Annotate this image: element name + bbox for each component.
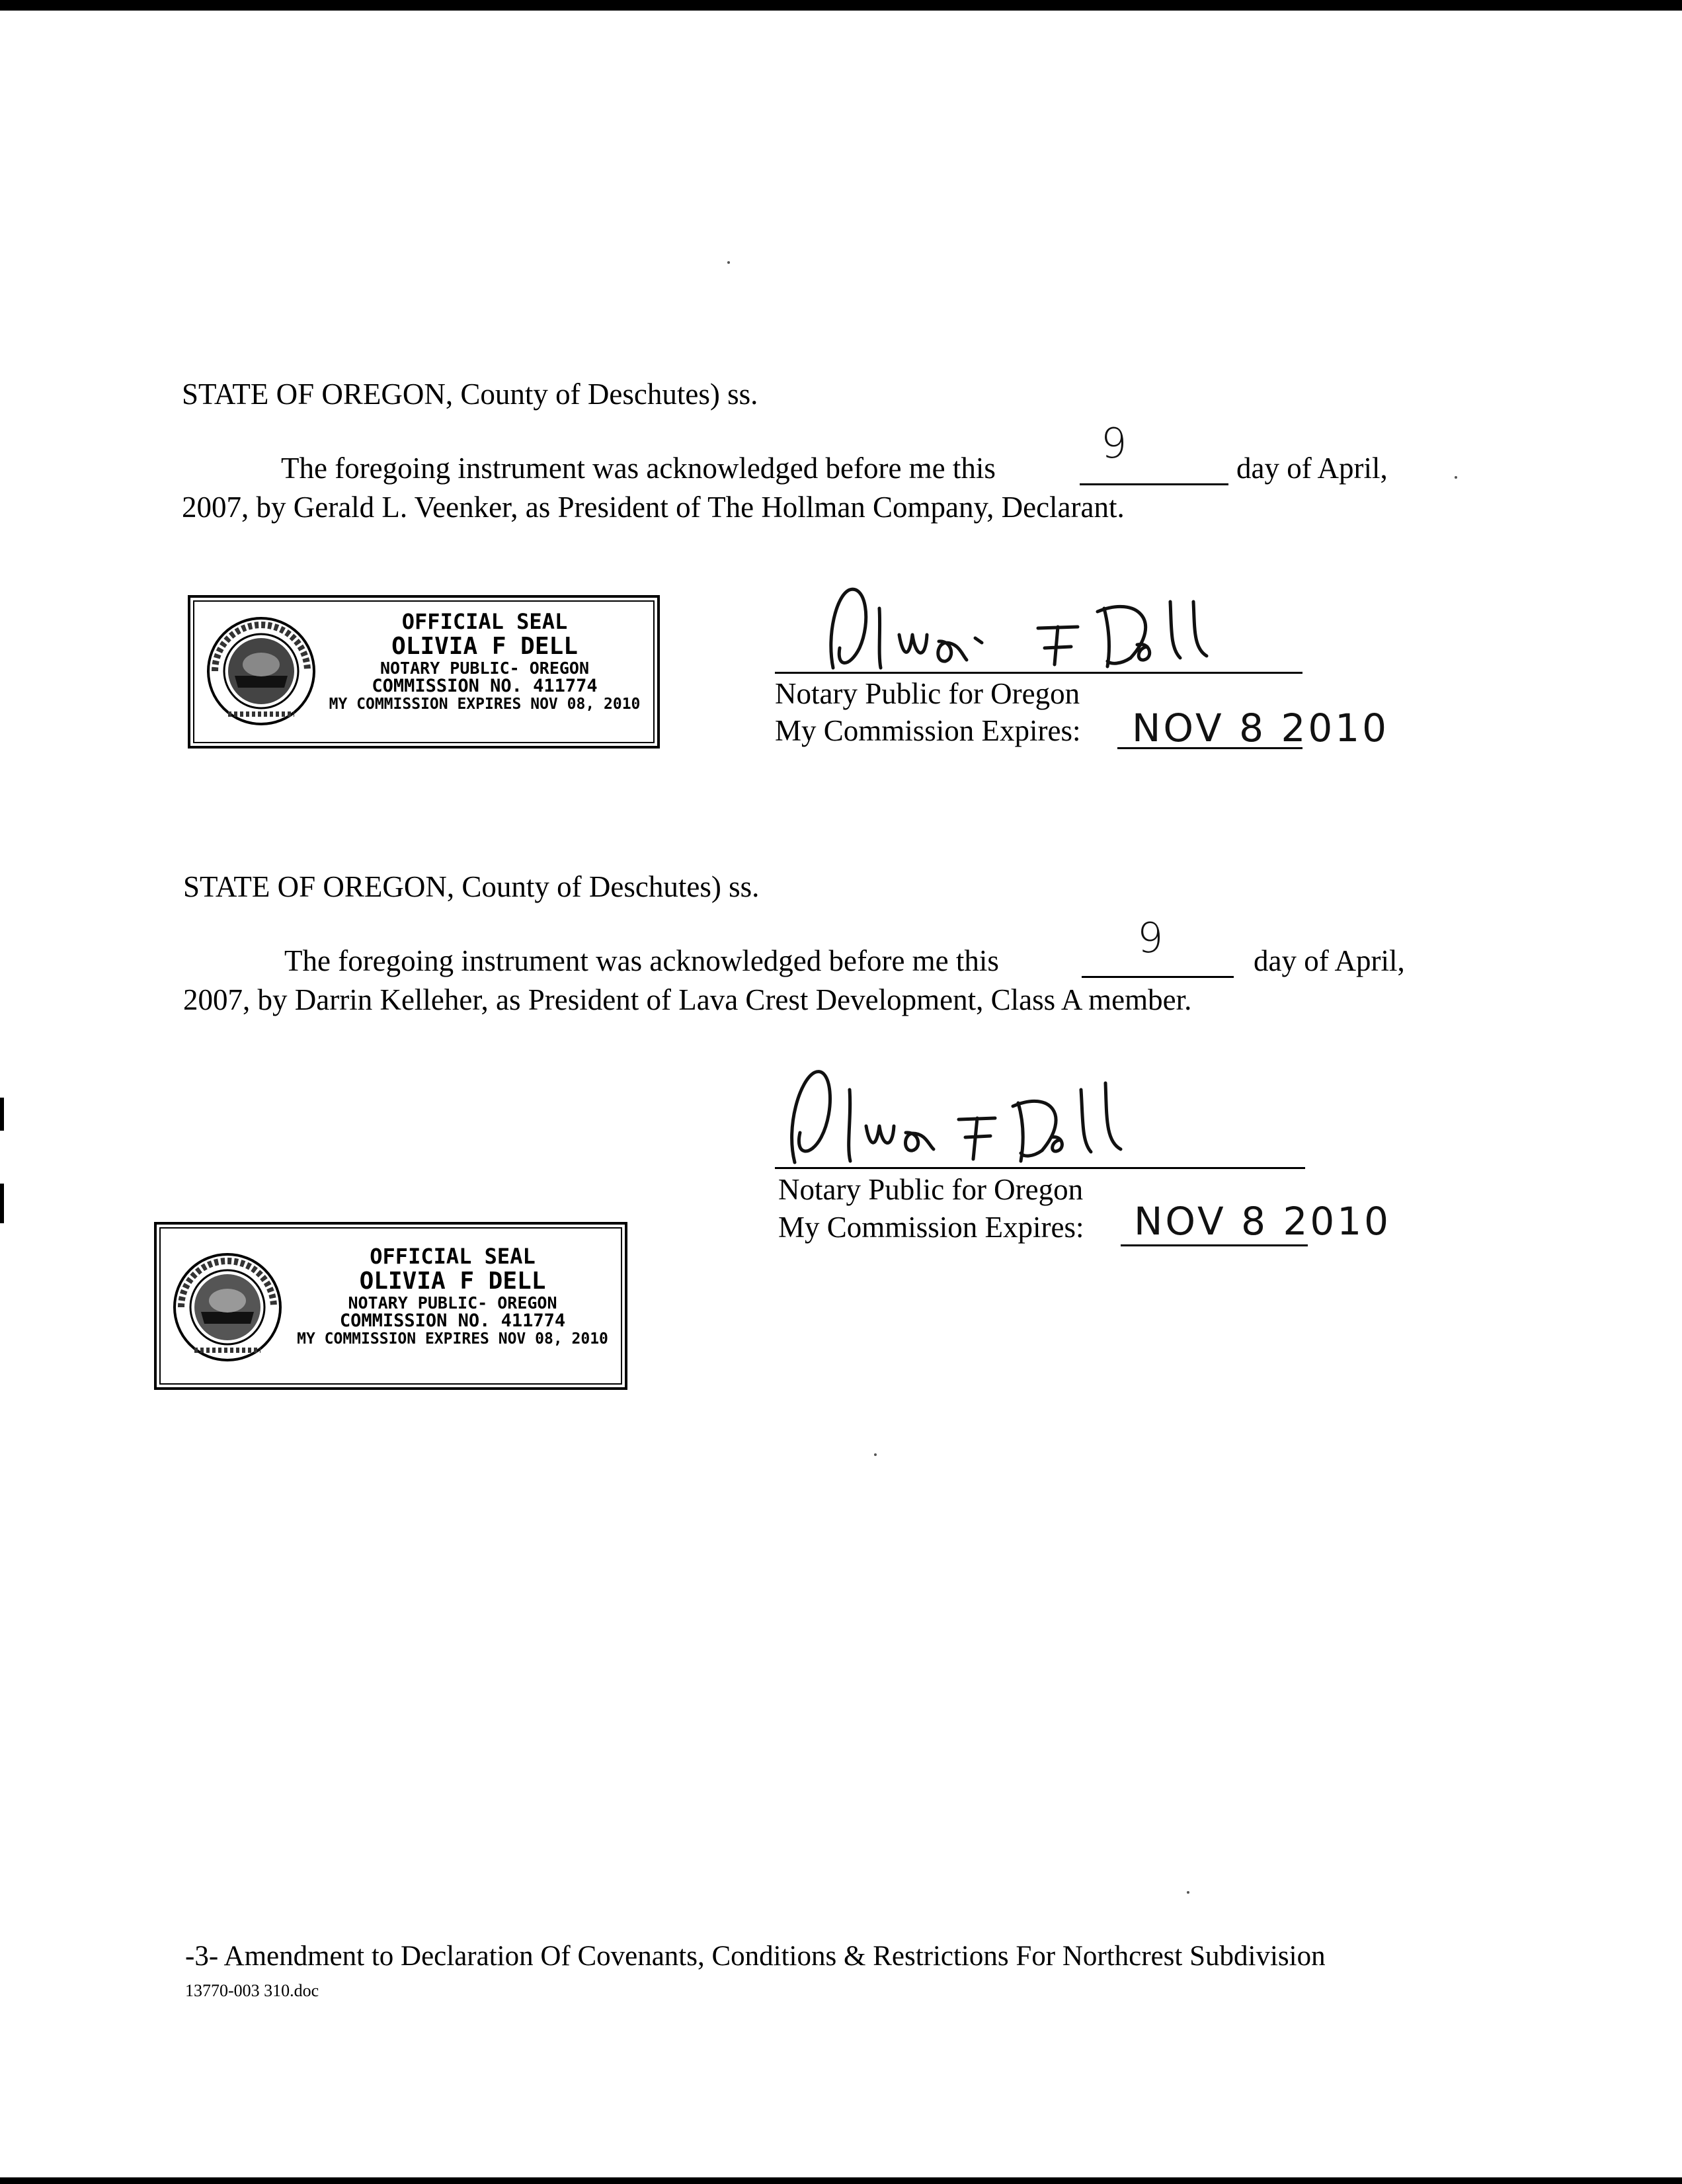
notary-signature [780, 1063, 1203, 1169]
venue-line: STATE OF OREGON, County of Deschutes) ss. [182, 378, 758, 411]
commission-expires-label: My Commission Expires: [775, 714, 1081, 747]
seal-commission-number: COMMISSION NO. 411774 [372, 676, 598, 696]
handwritten-day: 9 [1137, 914, 1164, 962]
notary-seal-stamp [154, 1222, 627, 1390]
seal-expiration: MY COMMISSION EXPIRES NOV 08, 2010 [329, 696, 641, 713]
scan-speck [874, 1453, 877, 1456]
notary-public-label: Notary Public for Oregon [775, 677, 1080, 710]
signature-line [775, 672, 1302, 674]
oregon-state-seal-icon [205, 615, 317, 727]
seal-text [282, 1244, 623, 1348]
scan-border-bottom [0, 2177, 1682, 2184]
scan-edge-mark [0, 1098, 4, 1131]
notary-seal-stamp [188, 595, 660, 748]
seal-title: OFFICIAL SEAL [370, 1244, 536, 1269]
signature-line [775, 1167, 1305, 1169]
acknowledgment-text-month: day of April, [1236, 452, 1388, 485]
acknowledgment-text-month: day of April, [1254, 944, 1405, 977]
acknowledgment-text-line1: The foregoing instrument was acknowledged before me this [281, 452, 996, 485]
scan-speck [1187, 1891, 1189, 1894]
notary-public-label: Notary Public for Oregon [778, 1173, 1084, 1206]
seal-notary-name: OLIVIA F DELL [359, 1268, 546, 1295]
acknowledgment-text-line2: 2007, by Gerald L. Veenker, as President of The Hollman Company, Declarant. [182, 491, 1125, 524]
expires-blank [1121, 1244, 1308, 1246]
seal-notary-state: NOTARY PUBLIC- OREGON [348, 1293, 557, 1313]
notary-signature [820, 582, 1256, 674]
document-id: 13770-003 310.doc [185, 1981, 319, 2000]
day-blank [1082, 976, 1234, 978]
seal-notary-name: OLIVIA F DELL [391, 633, 578, 660]
handwritten-expiration: NOV 8 2010 [1134, 1199, 1392, 1244]
acknowledgment-text-line1: The foregoing instrument was acknowledged before me this [284, 944, 999, 977]
seal-commission-number: COMMISSION NO. 411774 [339, 1311, 566, 1331]
scan-border-top [0, 0, 1682, 11]
handwritten-day: 9 [1101, 419, 1127, 467]
scan-speck [727, 261, 730, 264]
scan-edge-mark [0, 1184, 4, 1223]
venue-line: STATE OF OREGON, County of Deschutes) ss. [183, 870, 760, 903]
seal-notary-state: NOTARY PUBLIC- OREGON [380, 659, 590, 678]
seal-title: OFFICIAL SEAL [401, 609, 568, 634]
day-blank [1080, 483, 1228, 485]
oregon-state-seal-icon [171, 1251, 284, 1363]
seal-expiration: MY COMMISSION EXPIRES NOV 08, 2010 [297, 1330, 608, 1348]
handwritten-expiration: NOV 8 2010 [1132, 706, 1390, 750]
acknowledgment-text-line2: 2007, by Darrin Kelleher, as President of Lava Crest Development, Class A member. [183, 983, 1192, 1016]
page-footer-title: -3- Amendment to Declaration Of Covenants, Conditions & Restrictions For Northcrest Subdivision [185, 1941, 1326, 1972]
commission-expires-label: My Commission Expires: [778, 1211, 1084, 1244]
seal-text [316, 610, 653, 713]
scan-speck [1455, 476, 1457, 479]
